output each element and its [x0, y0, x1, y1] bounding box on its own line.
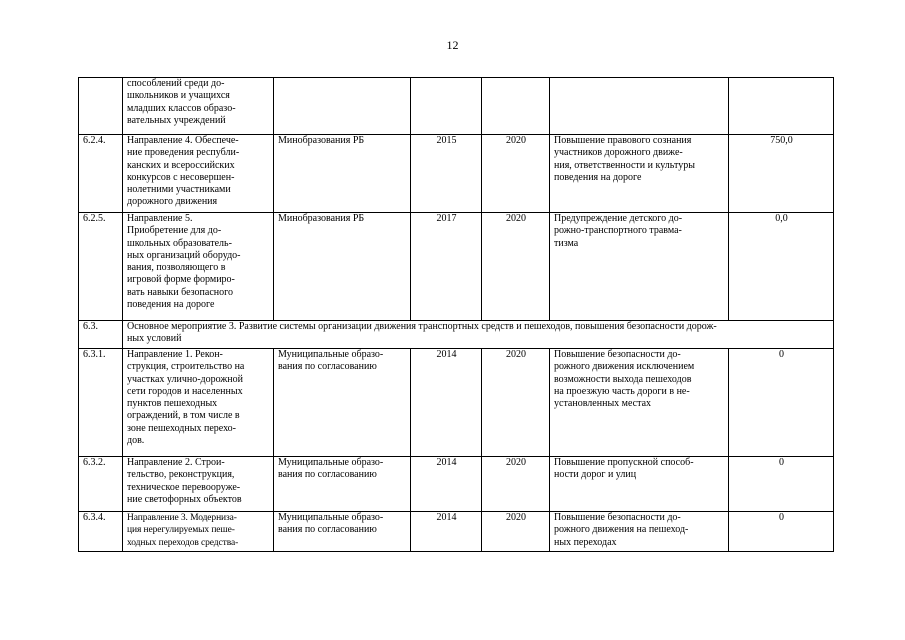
cell-name: Направление 5. Приобретение для до- школьных образователь- ных организаций оборудо- вания, позволяющего в игровой форме формиро- вать навыки безопасного поведения на дороге: [123, 213, 274, 321]
cell-name: Направление 4. Обеспече- ние проведения республи- канских и всероссийских конкурсов с несовершен- нолетними участниками дорожного движения: [123, 135, 274, 213]
table-row: [79, 349, 834, 457]
cell-result: Повышение пропускной способ- ности дорог и улиц: [550, 457, 729, 512]
cell-value: 0,0: [729, 213, 834, 321]
cell-code: 6.3.2.: [79, 457, 123, 512]
table-row: [79, 512, 834, 552]
cell-end-year: 2020: [482, 349, 550, 457]
cell-start-year: 2014: [411, 457, 482, 512]
cell-value: 0: [729, 349, 834, 457]
page-number: 12: [446, 38, 459, 52]
table-row: [79, 457, 834, 512]
cell-start-year: 2014: [411, 512, 482, 552]
cell-value: 0: [729, 457, 834, 512]
measures-table: [78, 77, 834, 552]
cell-start-year: 2017: [411, 213, 482, 321]
cell-name: Направление 2. Строи- тельство, реконструкция, техническое перевооруже- ние светофорных объектов: [123, 457, 274, 512]
cell-code: 6.3.: [79, 321, 123, 349]
section-row: [79, 321, 834, 349]
cell-end-year: 2020: [482, 135, 550, 213]
table-row: [79, 78, 834, 135]
cell-executor: Муниципальные образо- вания по согласованию: [274, 512, 411, 552]
cell-name: Направление 1. Рекон- струкция, строительство на участках улично-дорожной сети городов и населенных пунктов пешеходных ограждений, в том числе в зоне пешеходных перехо- дов.: [123, 349, 274, 457]
cell-result: [550, 78, 729, 135]
cell-value: [729, 78, 834, 135]
cell-end-year: 2020: [482, 457, 550, 512]
cell-end-year: [482, 78, 550, 135]
cell-start-year: [411, 78, 482, 135]
cell-value: 0: [729, 512, 834, 552]
cell-code: 6.3.1.: [79, 349, 123, 457]
cell-executor: Минобразования РБ: [274, 213, 411, 321]
cell-code: 6.2.5.: [79, 213, 123, 321]
cell-executor: Муниципальные образо- вания по согласованию: [274, 457, 411, 512]
cell-start-year: 2014: [411, 349, 482, 457]
cell-executor: Минобразования РБ: [274, 135, 411, 213]
cell-end-year: 2020: [482, 512, 550, 552]
cell-result: Повышение безопасности до- рожного движения исключением возможности выхода пешеходов на проезжую часть дороги в не- установленных местах: [550, 349, 729, 457]
cell-result: Повышение безопасности до- рожного движения на пешеход- ных переходах: [550, 512, 729, 552]
cell-executor: Муниципальные образо- вания по согласованию: [274, 349, 411, 457]
cell-executor: [274, 78, 411, 135]
cell-start-year: 2015: [411, 135, 482, 213]
cell-name: Направление 3. Модерниза- ция нерегулируемых пеше- ходных переходов средства-: [123, 512, 274, 552]
cell-result: Предупреждение детского до- рожно-транспортного травма- тизма: [550, 213, 729, 321]
cell-name: способлений среди до- школьников и учащихся младших классов образо- вательных учреждений: [123, 78, 274, 135]
cell-code: 6.2.4.: [79, 135, 123, 213]
table-row: [79, 135, 834, 213]
cell-result: Повышение правового сознания участников дорожного движе- ния, ответственности и культуры поведения на дороге: [550, 135, 729, 213]
table-row: [79, 213, 834, 321]
cell-value: 750,0: [729, 135, 834, 213]
section-title: Основное мероприятие 3. Развитие системы организации движения транспортных средств и пешеходов, повышения безопасности дорож- ных условий: [123, 321, 834, 349]
cell-code: [79, 78, 123, 135]
cell-code: 6.3.4.: [79, 512, 123, 552]
cell-end-year: 2020: [482, 213, 550, 321]
